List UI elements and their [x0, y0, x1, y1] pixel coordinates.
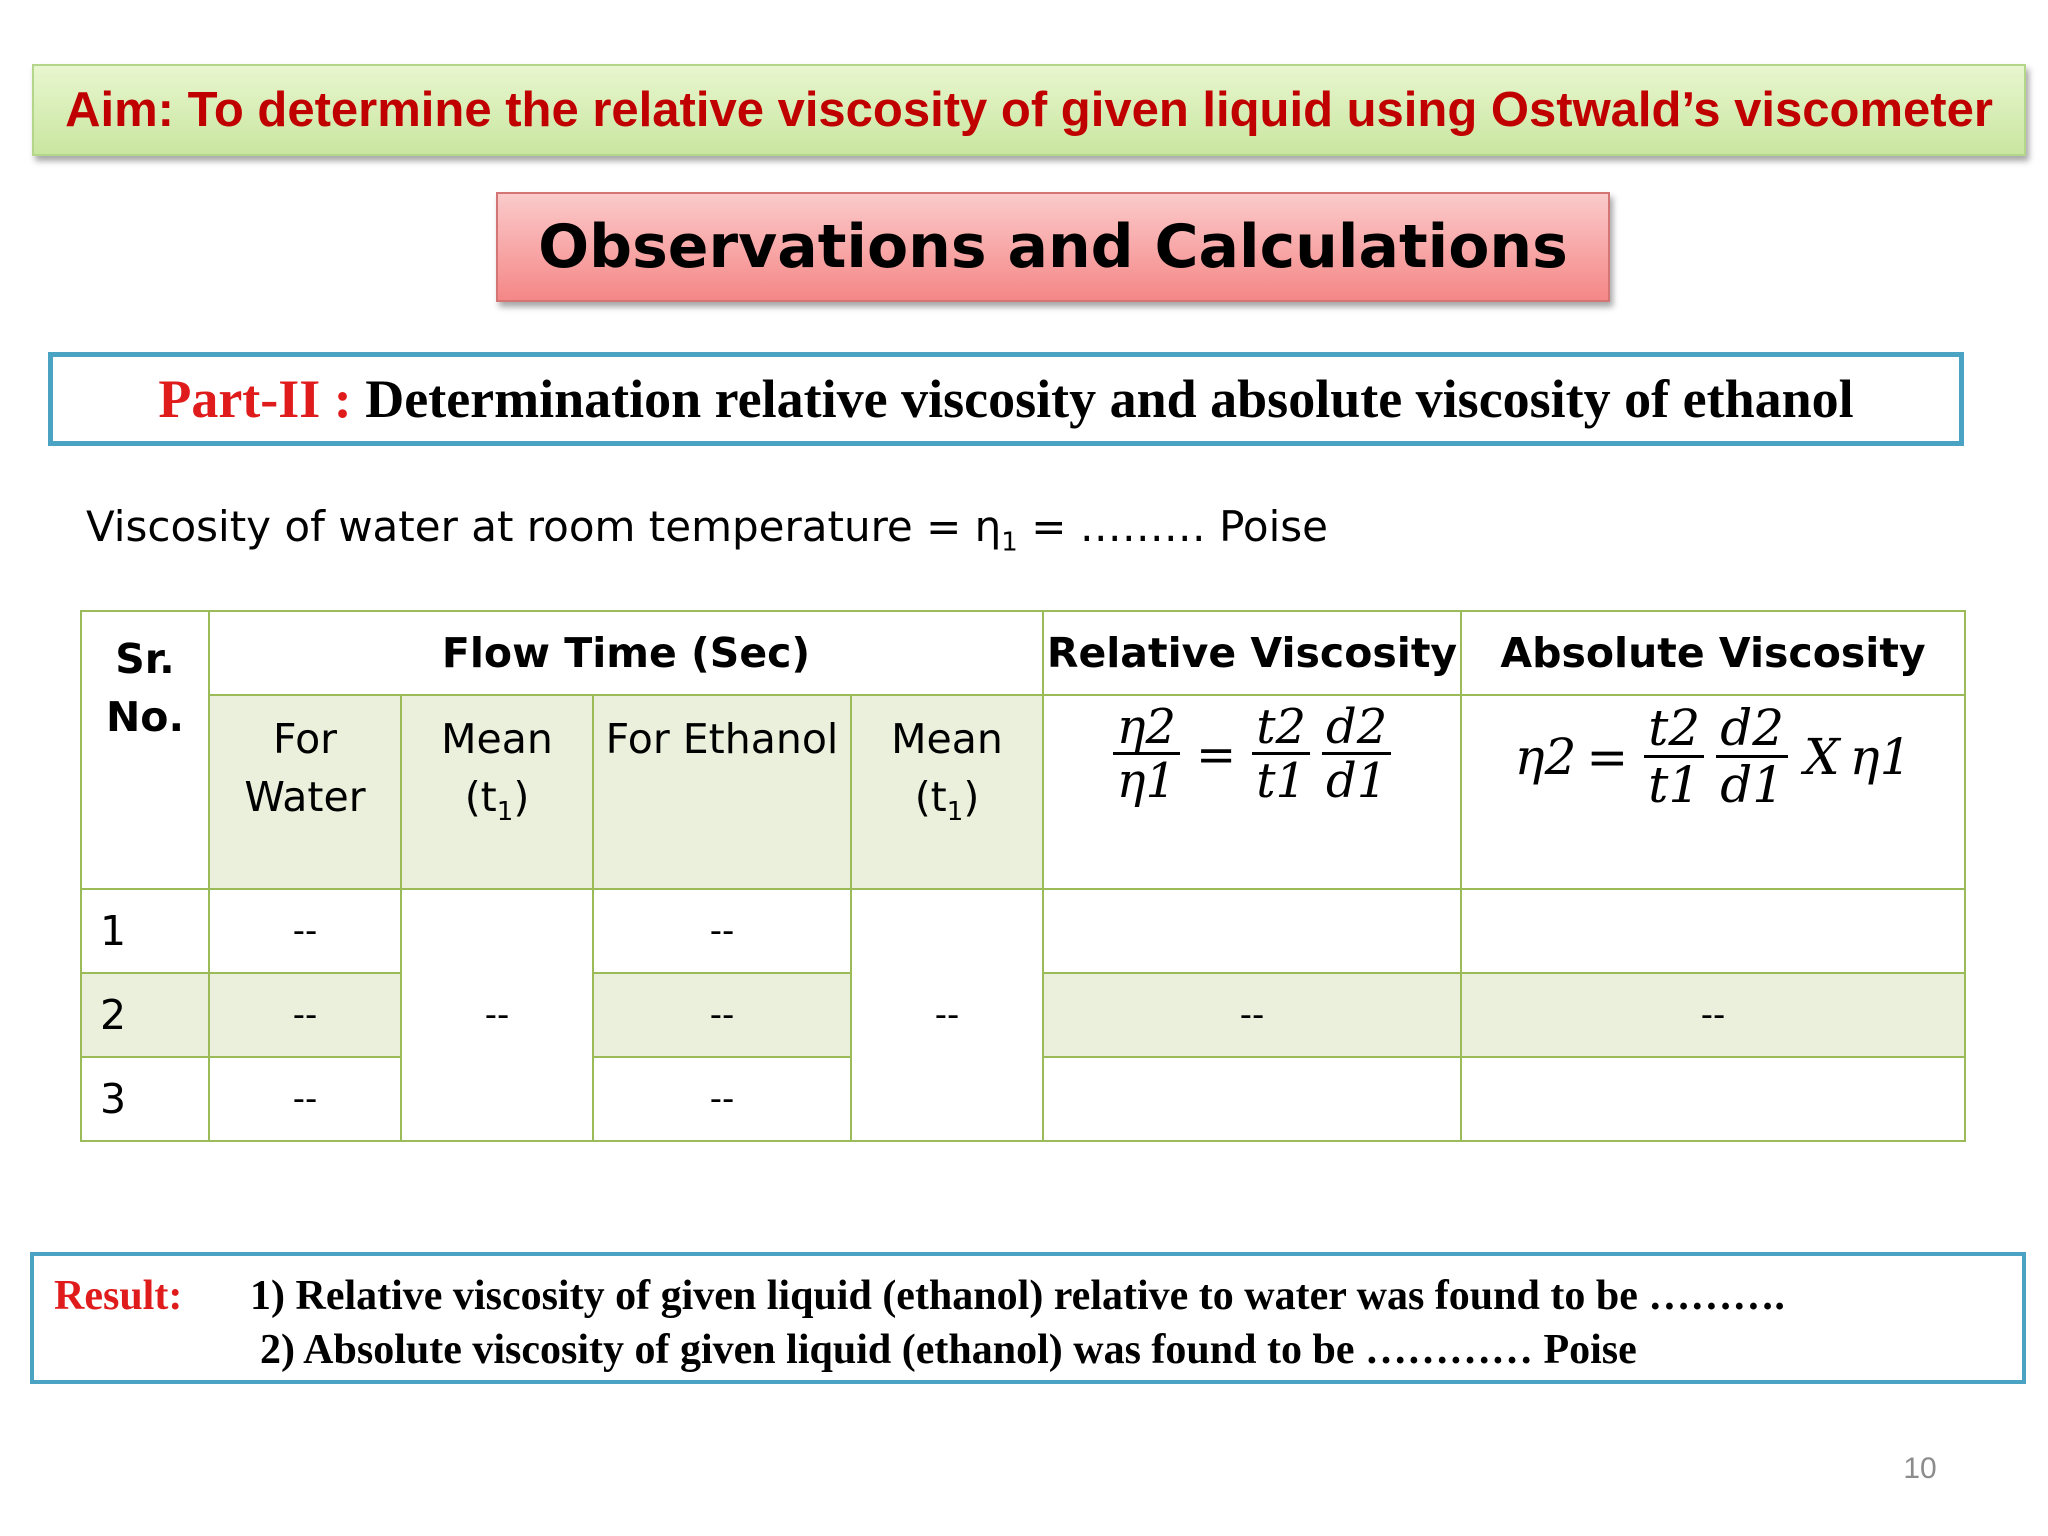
water-viscosity-line: [86, 492, 1486, 562]
result-line-1: 1) Relative viscosity of given liquid (ethanol) relative to water was found to be ……….: [250, 1273, 1785, 1319]
row-1-ethanol: --: [593, 889, 851, 973]
viscosity-subscript: 1: [1001, 527, 1018, 558]
absolute-blank-3: [1461, 1057, 1965, 1141]
row-3-ethanol: --: [593, 1057, 851, 1141]
page-number: 10: [1903, 1452, 1937, 1485]
result-line-2: 2) Absolute viscosity of given liquid (ethanol) was found to be ………… Poise: [260, 1327, 1637, 1373]
row-2-sr: 2: [81, 973, 209, 1057]
relative-viscosity-formula: $\frac{\eta 2}{\eta 1}$ = $\frac{t2}{t1}$ $\frac{d2}{d1}$: [1043, 695, 1461, 889]
aim-text: Aim: To determine the relative viscosity of given liquid using Ostwald’s viscometer: [65, 83, 1993, 137]
row-1-water: --: [209, 889, 401, 973]
row-2-ethanol: --: [593, 973, 851, 1057]
section-title-text: Observations and Calculations: [538, 212, 1568, 282]
row-2-water: --: [209, 973, 401, 1057]
subheader-mean-ethanol: Mean $(t_1)$: [851, 695, 1043, 889]
mean-water-value: --: [401, 889, 593, 1141]
part-text: Determination relative viscosity and absolute viscosity of ethanol: [365, 369, 1854, 429]
absolute-viscosity-value: --: [1461, 973, 1965, 1057]
mean-ethanol-value: --: [851, 889, 1043, 1141]
absolute-blank-1: [1461, 889, 1965, 973]
subheader-for-water: For Water: [209, 695, 401, 889]
section-title: [496, 192, 1610, 302]
result-label: Result:: [54, 1273, 183, 1319]
relative-blank-3: [1043, 1057, 1461, 1141]
aim-banner: [32, 64, 2026, 156]
relative-viscosity-value: --: [1043, 973, 1461, 1057]
absolute-viscosity-formula: η2 = $\frac{t2}{t1}$ $\frac{d2}{d1}$ X η1: [1461, 695, 1965, 889]
header-sr-no: Sr. No.: [81, 611, 209, 889]
observation-table: [80, 610, 1964, 1140]
header-relative-viscosity: Relative Viscosity: [1043, 611, 1461, 695]
header-flow-time: Flow Time (Sec): [209, 611, 1043, 695]
subheader-mean-water: Mean $(t_1)$: [401, 695, 593, 889]
part-heading: [48, 352, 1964, 446]
result-box: [30, 1252, 2026, 1384]
subheader-for-ethanol: For Ethanol: [593, 695, 851, 889]
row-3-water: --: [209, 1057, 401, 1141]
relative-blank-1: [1043, 889, 1461, 973]
viscosity-suffix: = ……… Poise: [1017, 502, 1329, 551]
viscosity-prefix: Viscosity of water at room temperature = η: [86, 502, 1002, 551]
part-label: Part-II :: [158, 369, 352, 429]
row-1-sr: 1: [81, 889, 209, 973]
header-absolute-viscosity: Absolute Viscosity: [1461, 611, 1965, 695]
row-3-sr: 3: [81, 1057, 209, 1141]
